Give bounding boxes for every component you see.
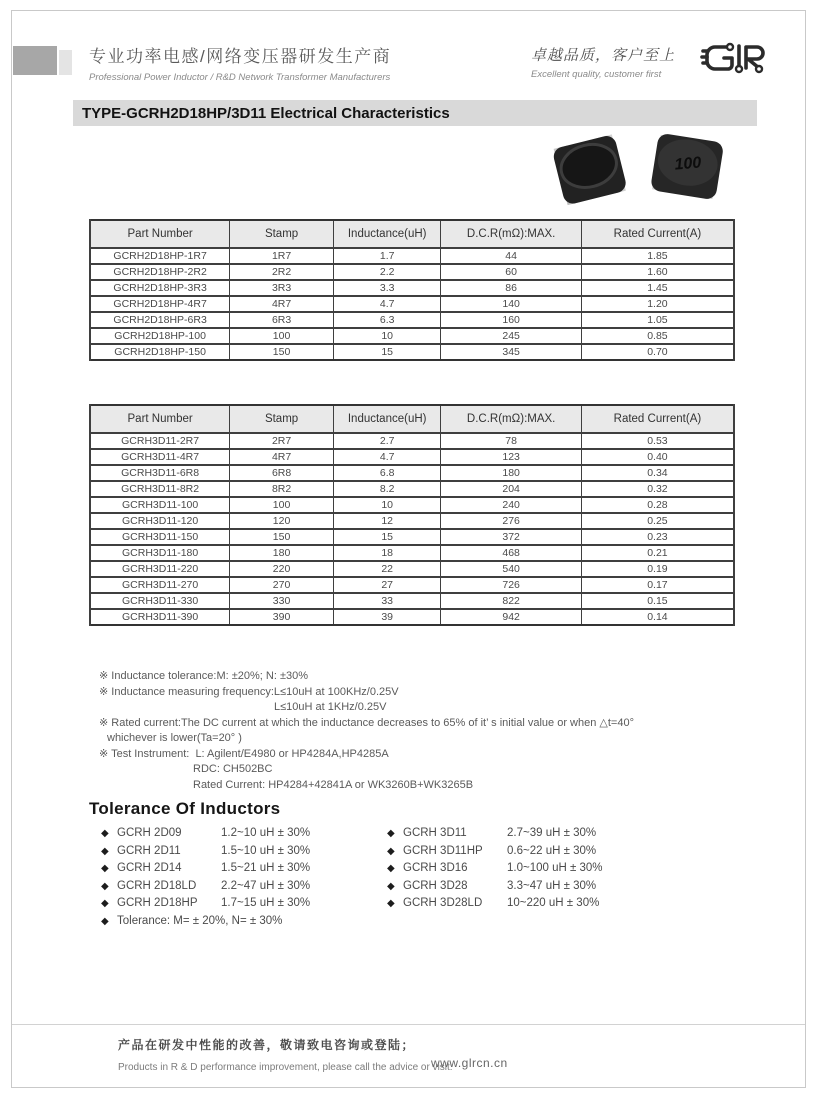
table-cell: GCRH3D11-8R2: [90, 481, 230, 497]
table-cell: 160: [441, 312, 581, 328]
table-cell: GCRH2D18HP-3R3: [90, 280, 230, 296]
table-cell: 372: [441, 529, 581, 545]
table-cell: 120: [230, 513, 334, 529]
tolerance-item: [101, 897, 310, 915]
tolerance-range: 2.7~39 uH ± 30%: [507, 827, 597, 839]
table-row: [90, 328, 734, 344]
table-cell: 2R2: [230, 264, 334, 280]
table-row: [90, 465, 734, 481]
table-cell: 0.14: [581, 609, 734, 625]
table-cell: 33: [333, 593, 441, 609]
tolerance-item: [101, 880, 310, 898]
product-photos: [544, 129, 734, 213]
tolerance-heading: Tolerance Of Inductors: [89, 799, 281, 818]
table-cell: 1.20: [581, 296, 734, 312]
tolerance-series-name: GCRH 2D09: [117, 827, 182, 839]
column-header: Rated Current(A): [581, 220, 734, 248]
table-cell: 18: [333, 545, 441, 561]
tolerance-range: 1.0~100 uH ± 30%: [507, 862, 603, 874]
tolerance-series-name: GCRH 3D28: [403, 879, 468, 892]
table-cell: 1.7: [333, 248, 441, 264]
tolerance-series-name: GCRH 2D11: [117, 844, 181, 857]
tolerance-series-name: Tolerance: M= ± 20%, N= ± 30%: [117, 914, 283, 927]
table-cell: 6.3: [333, 312, 441, 328]
table-cell: 39: [333, 609, 441, 625]
note-line: ※ Inductance tolerance:M: ±20%; N: ±30%: [99, 670, 309, 682]
table-cell: 8.2: [333, 481, 441, 497]
table-cell: 150: [230, 529, 334, 545]
table-row: [90, 577, 734, 593]
diamond-bullet-icon: ◆: [101, 915, 109, 927]
slogan-zh: 卓越品质，客户至上: [531, 47, 676, 64]
column-header: Part Number: [90, 220, 230, 248]
table-cell: 15: [333, 529, 441, 545]
table-cell: 4R7: [230, 296, 334, 312]
table-cell: 220: [230, 561, 334, 577]
table-row: [90, 344, 734, 360]
table-cell: GCRH3D11-390: [90, 609, 230, 625]
table-cell: 27: [333, 577, 441, 593]
table-cell: 0.34: [581, 465, 734, 481]
table-cell: 123: [441, 449, 581, 465]
column-header: Part Number: [90, 405, 230, 433]
tolerance-series-name: GCRH 3D11: [403, 827, 467, 839]
table-cell: 0.25: [581, 513, 734, 529]
table-cell: 240: [441, 497, 581, 513]
table-cell: GCRH3D11-2R7: [90, 433, 230, 449]
table-cell: GCRH2D18HP-150: [90, 344, 230, 360]
table-cell: 2.7: [333, 433, 441, 449]
table-cell: 0.19: [581, 561, 734, 577]
inductor-photo-right: [650, 133, 724, 201]
table-cell: GCRH2D18HP-1R7: [90, 248, 230, 264]
tolerance-item: [101, 862, 310, 880]
column-header: Stamp: [230, 405, 334, 433]
table-cell: 3R3: [230, 280, 334, 296]
table-cell: 3.3: [333, 280, 441, 296]
tolerance-series-name: GCRH 3D11HP: [403, 844, 483, 857]
table-cell: 100: [230, 497, 334, 513]
slogan-block: [531, 44, 675, 80]
tolerance-list-right: [387, 827, 603, 915]
table-cell: 4.7: [333, 296, 441, 312]
table-cell: 100: [230, 328, 334, 344]
note-line: ※ Inductance measuring frequency:L≤10uH at 100KHz/0.25V: [99, 685, 399, 698]
column-header: Inductance(uH): [333, 220, 441, 248]
table-cell: 60: [441, 264, 581, 280]
datasheet-page: [11, 10, 806, 1088]
table-cell: GCRH3D11-4R7: [90, 449, 230, 465]
diamond-bullet-icon: ◆: [387, 898, 395, 909]
brand-subtitle-en: Professional Power Inductor / R&D Network Transformer Manufacturers: [89, 72, 391, 83]
table-cell: 330: [230, 593, 334, 609]
tolerance-item: [387, 827, 603, 845]
column-header: D.C.R(mΩ):MAX.: [441, 220, 581, 248]
table-row: [90, 248, 734, 264]
table-cell: 0.32: [581, 481, 734, 497]
footer-website: www.glrcn.cn: [431, 1056, 508, 1070]
table-cell: GCRH3D11-6R8: [90, 465, 230, 481]
table-cell: 15: [333, 344, 441, 360]
footer-note-zh: 产品在研发中性能的改善，敬请致电咨询或登陆；: [118, 1038, 416, 1052]
diamond-bullet-icon: ◆: [387, 845, 395, 857]
section-title: TYPE-GCRH2D18HP/3D11 Electrical Characteristics: [82, 104, 450, 122]
company-logo-icon: [699, 35, 773, 88]
tolerance-range: 1.7~15 uH ± 30%: [221, 897, 311, 909]
table-cell: 4R7: [230, 449, 334, 465]
tolerance-item: [101, 915, 310, 933]
table-cell: 245: [441, 328, 581, 344]
table-cell: 1.85: [581, 248, 734, 264]
inductor-marking: 100: [673, 154, 702, 174]
table-cell: GCRH3D11-120: [90, 513, 230, 529]
table-cell: 4.7: [333, 449, 441, 465]
table-header-row: [90, 405, 734, 433]
diamond-bullet-icon: ◆: [101, 845, 109, 857]
table-row: [90, 433, 734, 449]
tolerance-list-left: [101, 827, 310, 932]
table-cell: 12: [333, 513, 441, 529]
table-cell: GCRH3D11-220: [90, 561, 230, 577]
diamond-bullet-icon: ◆: [101, 880, 109, 892]
section-title-bar: [73, 100, 757, 126]
table-cell: 6.8: [333, 465, 441, 481]
notes-list: [99, 669, 634, 793]
table-cell: 822: [441, 593, 581, 609]
table-row: [90, 449, 734, 465]
diamond-bullet-icon: ◆: [387, 863, 395, 874]
diamond-bullet-icon: ◆: [387, 880, 395, 892]
header-accent-light-square: [59, 50, 72, 75]
table-cell: GCRH2D18HP-2R2: [90, 264, 230, 280]
table-cell: 942: [441, 609, 581, 625]
tolerance-item: [387, 845, 603, 863]
tolerance-range: 1.5~21 uH ± 30%: [221, 862, 311, 874]
table-cell: 150: [230, 344, 334, 360]
tolerance-range: 10~220 uH ± 30%: [507, 897, 600, 909]
table-cell: GCRH3D11-180: [90, 545, 230, 561]
table-cell: GCRH2D18HP-4R7: [90, 296, 230, 312]
diamond-bullet-icon: ◆: [387, 828, 395, 839]
table-cell: 78: [441, 433, 581, 449]
table-row: [90, 609, 734, 625]
tolerance-series-name: GCRH 3D16: [403, 862, 468, 874]
column-header: Stamp: [230, 220, 334, 248]
brand-title-zh: 专业功率电感/网络变压器研发生产商: [89, 47, 392, 66]
tolerance-series-name: GCRH 3D28LD: [403, 897, 483, 909]
table-cell: 276: [441, 513, 581, 529]
footer-note-en: Products in R & D performance improvement, please call the advice or visit:: [118, 1062, 453, 1073]
tolerance-range: 0.6~22 uH ± 30%: [507, 844, 597, 857]
table-cell: 180: [441, 465, 581, 481]
column-header: Rated Current(A): [581, 405, 734, 433]
table-cell: 2.2: [333, 264, 441, 280]
table-cell: 726: [441, 577, 581, 593]
table-cell: 0.53: [581, 433, 734, 449]
table-row: [90, 280, 734, 296]
table-row: [90, 561, 734, 577]
table-cell: GCRH3D11-270: [90, 577, 230, 593]
electrical-table-gcrh2d18hp: [89, 219, 735, 361]
column-header: D.C.R(mΩ):MAX.: [441, 405, 581, 433]
table-cell: 0.28: [581, 497, 734, 513]
tolerance-series-name: GCRH 2D18LD: [117, 879, 197, 892]
table-row: [90, 296, 734, 312]
diamond-bullet-icon: ◆: [101, 828, 109, 839]
table-cell: 345: [441, 344, 581, 360]
note-line: ※ Test Instrument: L: Agilent/E4980 or HP4284A,HP4285A: [99, 747, 389, 760]
tolerance-range: 1.2~10 uH ± 30%: [221, 827, 311, 839]
diamond-bullet-icon: ◆: [101, 863, 109, 874]
table-cell: 6R3: [230, 312, 334, 328]
table-row: [90, 481, 734, 497]
table-cell: 468: [441, 545, 581, 561]
tolerance-range: 1.5~10 uH ± 30%: [221, 844, 311, 857]
table-row: [90, 545, 734, 561]
tolerance-series-name: GCRH 2D14: [117, 862, 182, 874]
table-cell: 0.15: [581, 593, 734, 609]
table-cell: 1R7: [230, 248, 334, 264]
footer-divider: [12, 1024, 805, 1025]
table-cell: 0.70: [581, 344, 734, 360]
table-cell: 0.85: [581, 328, 734, 344]
table-cell: 22: [333, 561, 441, 577]
table-cell: 1.45: [581, 280, 734, 296]
table-cell: 10: [333, 328, 441, 344]
table-cell: 180: [230, 545, 334, 561]
tolerance-item: [387, 862, 603, 880]
table-cell: GCRH2D18HP-6R3: [90, 312, 230, 328]
note-line: ※ Rated current:The DC current at which the inductance decreases to 65% of it’ s initial value or when △t=40°: [99, 716, 634, 729]
table-cell: 0.21: [581, 545, 734, 561]
table-cell: 86: [441, 280, 581, 296]
header-accent-dark-square: [13, 46, 57, 75]
table-cell: 270: [230, 577, 334, 593]
table-cell: 140: [441, 296, 581, 312]
table-cell: 10: [333, 497, 441, 513]
electrical-table-gcrh3d11: [89, 404, 735, 626]
note-line: L≤10uH at 1KHz/0.25V: [274, 701, 387, 713]
table-row: [90, 497, 734, 513]
column-header: Inductance(uH): [333, 405, 441, 433]
table-row: [90, 264, 734, 280]
table-cell: 0.40: [581, 449, 734, 465]
note-line: Rated Current: HP4284+42841A or WK3260B+WK3265B: [193, 778, 474, 791]
table-cell: GCRH3D11-330: [90, 593, 230, 609]
tolerance-item: [387, 880, 603, 898]
table-cell: 204: [441, 481, 581, 497]
table-cell: 2R7: [230, 433, 334, 449]
table-cell: 390: [230, 609, 334, 625]
tolerance-range: 2.2~47 uH ± 30%: [221, 879, 311, 892]
table-cell: 1.60: [581, 264, 734, 280]
table-cell: 0.17: [581, 577, 734, 593]
tolerance-range: 3.3~47 uH ± 30%: [507, 879, 597, 892]
footer: [118, 1036, 678, 1071]
table-cell: 1.05: [581, 312, 734, 328]
table-row: [90, 529, 734, 545]
table-cell: 540: [441, 561, 581, 577]
table-cell: GCRH3D11-100: [90, 497, 230, 513]
table-cell: GCRH2D18HP-100: [90, 328, 230, 344]
inductor-photo-left: [552, 134, 628, 206]
table-row: [90, 593, 734, 609]
table-cell: 6R8: [230, 465, 334, 481]
table-row: [90, 513, 734, 529]
table-cell: 0.23: [581, 529, 734, 545]
table-cell: GCRH3D11-150: [90, 529, 230, 545]
slogan-en: Excellent quality, customer first: [531, 69, 662, 80]
table-cell: 8R2: [230, 481, 334, 497]
table-cell: 44: [441, 248, 581, 264]
note-line: whichever is lower(Ta=20° ): [107, 732, 242, 744]
tolerance-item: [101, 827, 310, 845]
table-row: [90, 312, 734, 328]
tolerance-series-name: GCRH 2D18HP: [117, 897, 198, 909]
brand-block: [89, 42, 391, 83]
tolerance-item: [101, 845, 310, 863]
tolerance-item: [387, 897, 603, 915]
table-header-row: [90, 220, 734, 248]
diamond-bullet-icon: ◆: [101, 898, 109, 909]
note-line: RDC: CH502BC: [193, 763, 273, 775]
